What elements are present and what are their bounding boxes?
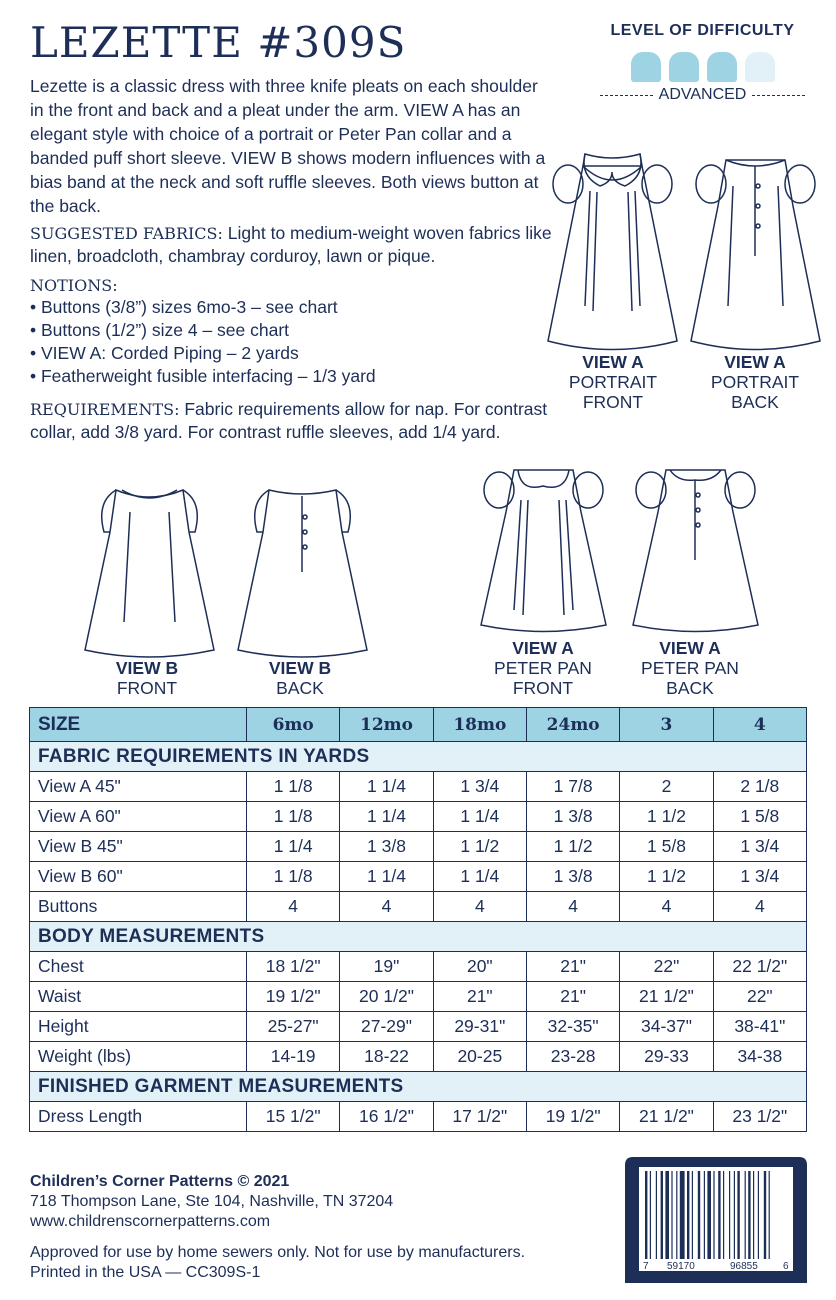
footer-company-block: [30, 1172, 393, 1232]
table-cell: 21 1/2": [620, 1102, 713, 1132]
barcode-bar: [723, 1171, 724, 1259]
table-cell: 1 3/8: [340, 832, 433, 862]
table-cell: 1 1/8: [247, 802, 340, 832]
section-title-finished: FINISHED GARMENT MEASUREMENTS: [30, 1072, 807, 1102]
dress-drawing-view-a-peter-pan-back: [628, 460, 763, 635]
table-cell: 19 1/2": [526, 1102, 619, 1132]
table-cell: 1 1/4: [340, 802, 433, 832]
row-label: Waist: [30, 982, 247, 1012]
thimble-icon: [745, 52, 775, 82]
barcode-graphic: [625, 1157, 807, 1283]
table-row: [30, 862, 807, 892]
barcode-bar: [748, 1171, 750, 1259]
table-cell: 20 1/2": [340, 982, 433, 1012]
barcode-bar: [687, 1171, 689, 1259]
row-label: Weight (lbs): [30, 1042, 247, 1072]
list-item: • Buttons (3/8”) sizes 6mo-3 – see chart: [30, 297, 338, 317]
view-label-b-front: VIEW B FRONT: [115, 658, 179, 698]
table-cell: 1 1/8: [247, 772, 340, 802]
row-label: Dress Length: [30, 1102, 247, 1132]
barcode-bar: [718, 1171, 720, 1259]
table-cell: 38-41": [713, 1012, 806, 1042]
table-cell: 1 1/2: [433, 832, 526, 862]
row-label: Height: [30, 1012, 247, 1042]
thimble-icon: [631, 52, 661, 82]
requirements-text: Fabric requirements allow for nap. For contrast collar, add 3/8 yard. For contrast ruffle sleeves, add 1/4 yard.: [30, 399, 548, 442]
approved-notice: Approved for use by home sewers only. Not for use by manufacturers.: [30, 1244, 526, 1261]
company-name: Children’s Corner Patterns © 2021: [30, 1173, 290, 1190]
section-title-fabric: FABRIC REQUIREMENTS IN YARDS: [30, 742, 807, 772]
table-cell: 21": [526, 982, 619, 1012]
difficulty-indicator: [600, 22, 805, 104]
table-cell: 1 5/8: [620, 832, 713, 862]
table-cell: 2: [620, 772, 713, 802]
table-cell: 4: [620, 892, 713, 922]
table-cell: 4: [526, 892, 619, 922]
barcode-bar: [745, 1171, 746, 1259]
table-cell: 1 5/8: [713, 802, 806, 832]
table-cell: 1 3/8: [526, 802, 619, 832]
barcode-bar: [680, 1171, 685, 1259]
requirements-label: REQUIREMENTS:: [30, 400, 180, 419]
intro-paragraph: Lezette is a classic dress with three knife pleats on each shoulder in the front and back and a pleat under the arm. VIEW A has an elegant style with choice of a portrait or Peter Pan collar and a banded puff short sleeve. VIEW B shows modern influences with a bias band at the neck and soft ruffle sleeves. Both views button at the back.: [30, 76, 546, 216]
table-cell: 27-29": [340, 1012, 433, 1042]
thimble-icon: [707, 52, 737, 82]
footer-notice-block: [30, 1243, 525, 1283]
section-row: [30, 1072, 807, 1102]
list-item: • Buttons (1/2”) size 4 – see chart: [30, 320, 290, 340]
table-cell: 29-31": [433, 1012, 526, 1042]
notions-list: [30, 296, 376, 388]
barcode-digit-4: 6: [783, 1261, 789, 1272]
table-cell: 1 1/4: [247, 832, 340, 862]
barcode-bar: [676, 1171, 677, 1259]
barcode-bar: [698, 1171, 700, 1259]
barcode-bar: [665, 1171, 669, 1259]
table-cell: 21": [433, 982, 526, 1012]
table-cell: 1 1/8: [247, 862, 340, 892]
table-header-cell: 4: [713, 708, 806, 742]
table-cell: 4: [340, 892, 433, 922]
barcode: [625, 1157, 807, 1283]
table-row: [30, 952, 807, 982]
table-cell: 14-19: [247, 1042, 340, 1072]
table-cell: 32-35": [526, 1012, 619, 1042]
table-row: [30, 772, 807, 802]
table-header-cell: 24mo: [526, 708, 619, 742]
table-cell: 4: [713, 892, 806, 922]
printed-notice: Printed in the USA — CC309S-1: [30, 1264, 261, 1281]
table-cell: 4: [247, 892, 340, 922]
barcode-bar: [753, 1171, 754, 1259]
barcode-bar: [734, 1171, 735, 1259]
table-cell: 34-38: [713, 1042, 806, 1072]
notions-label: NOTIONS:: [30, 276, 118, 295]
barcode-bar: [769, 1171, 770, 1259]
barcode-bar: [661, 1171, 663, 1259]
pattern-title: LEZETTE #309S: [30, 18, 407, 67]
table-row: [30, 982, 807, 1012]
row-label: Chest: [30, 952, 247, 982]
view-label-a-peter-pan-back: VIEW A PETER PAN BACK: [641, 638, 739, 698]
table-cell: 22": [620, 952, 713, 982]
table-cell: 1 1/2: [526, 832, 619, 862]
table-header-cell: SIZE: [30, 708, 247, 742]
table-row: [30, 1042, 807, 1072]
barcode-digit-3: 96855: [730, 1261, 758, 1272]
barcode-digit-1: 7: [643, 1261, 649, 1272]
row-label: View A 60": [30, 802, 247, 832]
table-row: [30, 802, 807, 832]
row-label: View B 45": [30, 832, 247, 862]
table-row: [30, 832, 807, 862]
table-cell: 1 1/2: [620, 862, 713, 892]
barcode-bar: [656, 1171, 657, 1259]
company-address: 718 Thompson Lane, Ste 104, Nashville, TN 37204: [30, 1193, 394, 1210]
table-cell: 19": [340, 952, 433, 982]
table-header-cell: 6mo: [247, 708, 340, 742]
size-chart-table: [29, 707, 807, 1132]
table-row: [30, 1102, 807, 1132]
table-cell: 23 1/2": [713, 1102, 806, 1132]
table-header-cell: 3: [620, 708, 713, 742]
table-cell: 1 1/4: [340, 772, 433, 802]
table-cell: 34-37": [620, 1012, 713, 1042]
suggested-fabrics-label: SUGGESTED FABRICS:: [30, 224, 223, 243]
table-cell: 1 3/4: [713, 862, 806, 892]
table-cell: 1 1/4: [433, 802, 526, 832]
table-row: [30, 1012, 807, 1042]
notions-heading: [30, 274, 555, 297]
table-header-row: [30, 708, 807, 742]
dress-drawing-view-b-back: [235, 482, 370, 662]
table-header-cell: 18mo: [433, 708, 526, 742]
dress-drawing-view-a-portrait-front: [545, 146, 680, 351]
barcode-bar: [707, 1171, 711, 1259]
table-cell: 18-22: [340, 1042, 433, 1072]
table-cell: 1 1/4: [433, 862, 526, 892]
barcode-bar: [764, 1171, 766, 1259]
difficulty-label: LEVEL OF DIFFICULTY: [610, 22, 795, 39]
table-cell: 18 1/2": [247, 952, 340, 982]
table-cell: 23-28: [526, 1042, 619, 1072]
table-cell: 1 1/2: [620, 802, 713, 832]
table-cell: 1 3/4: [433, 772, 526, 802]
table-cell: 21 1/2": [620, 982, 713, 1012]
barcode-bar: [729, 1171, 730, 1259]
table-cell: 22": [713, 982, 806, 1012]
company-website: www.childrenscornerpatterns.com: [30, 1213, 271, 1230]
barcode-bar: [692, 1171, 693, 1259]
table-row: [30, 892, 807, 922]
table-header-cell: 12mo: [340, 708, 433, 742]
table-cell: 22 1/2": [713, 952, 806, 982]
barcode-bar: [645, 1171, 647, 1259]
list-item: • Featherweight fusible interfacing – 1/3 yard: [30, 366, 376, 386]
requirements: [30, 398, 560, 444]
table-cell: 17 1/2": [433, 1102, 526, 1132]
view-label-a-peter-pan-front: VIEW A PETER PAN FRONT: [494, 638, 592, 698]
row-label: Buttons: [30, 892, 247, 922]
view-label-a-portrait-front: VIEW A PORTRAIT FRONT: [568, 352, 658, 412]
view-label-a-portrait-back: VIEW A PORTRAIT BACK: [710, 352, 800, 412]
dress-drawing-view-a-portrait-back: [688, 146, 823, 351]
barcode-digit-2: 59170: [667, 1261, 695, 1272]
table-cell: 21": [526, 952, 619, 982]
barcode-bar: [713, 1171, 714, 1259]
row-label: View B 60": [30, 862, 247, 892]
table-cell: 1 3/4: [713, 832, 806, 862]
difficulty-level: [600, 86, 805, 104]
list-item: • VIEW A: Corded Piping – 2 yards: [30, 343, 299, 363]
section-row: [30, 742, 807, 772]
difficulty-level-text: ADVANCED: [658, 86, 747, 103]
table-cell: 4: [433, 892, 526, 922]
barcode-bar: [758, 1171, 759, 1259]
table-cell: 1 1/4: [340, 862, 433, 892]
dress-drawing-view-a-peter-pan-front: [476, 460, 611, 635]
table-cell: 19 1/2": [247, 982, 340, 1012]
thimble-icon: [669, 52, 699, 82]
section-row: [30, 922, 807, 952]
barcode-bar: [671, 1171, 672, 1259]
difficulty-thimbles: [600, 52, 805, 82]
table-cell: 16 1/2": [340, 1102, 433, 1132]
barcode-bar: [704, 1171, 705, 1259]
dress-drawing-view-b-front: [82, 482, 217, 662]
barcode-bar: [737, 1171, 739, 1259]
table-cell: 15 1/2": [247, 1102, 340, 1132]
row-label: View A 45": [30, 772, 247, 802]
table-cell: 1 7/8: [526, 772, 619, 802]
table-cell: 2 1/8: [713, 772, 806, 802]
suggested-fabrics-text: Light to medium-weight woven fabrics like linen, broadcloth, chambray corduroy, lawn or pique.: [30, 223, 552, 266]
section-title-body: BODY MEASUREMENTS: [30, 922, 807, 952]
suggested-fabrics: [30, 222, 555, 268]
table-cell: 25-27": [247, 1012, 340, 1042]
table-cell: 20": [433, 952, 526, 982]
view-label-b-back: VIEW B BACK: [268, 658, 332, 698]
table-cell: 29-33: [620, 1042, 713, 1072]
barcode-bar: [650, 1171, 651, 1259]
table-cell: 20-25: [433, 1042, 526, 1072]
table-cell: 1 3/8: [526, 862, 619, 892]
